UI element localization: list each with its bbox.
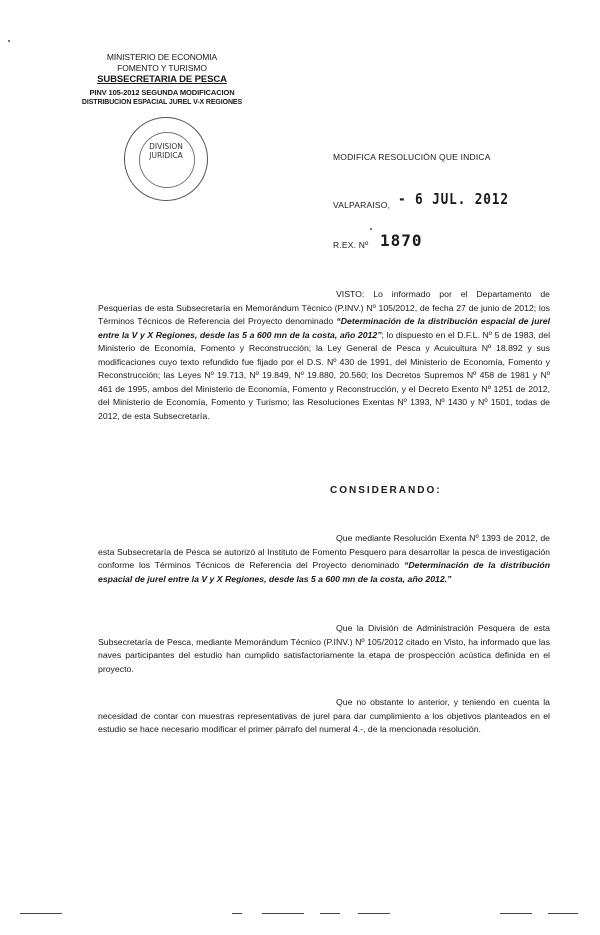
visto-lead: VISTO: bbox=[336, 289, 365, 299]
subsecretaria-name: SUBSECRETARIA DE PESCA bbox=[97, 74, 227, 85]
stamp-text bbox=[125, 142, 207, 160]
visto-text-2: ; lo dispuesto en el D.F.L. Nº 5 de 1983, del Ministerio de Economía, Fomento y Reconstrucción; la Ley General de Pesca y Acuicultura Nº 18.892 y sus modificaciones cuyo texto refundido fue fijado por el D.S. Nº 430 de 1991, del Ministerio de Economía, Fomento y Reconstrucción; las Leyes Nº 19.713, Nº 19.849, Nº 19.880, 20.560; los Decretos Supremos Nº 458 de 1981 y Nº 461 de 1995, ambos del Ministerio de Economía, Fomento y Reconstrucción, y el Decreto Exento Nº 1251 de 2012, del Ministerio de Economía, Fomento y Turismo; las Resoluciones Exentas Nº 1393, Nº 1430 y Nº 1501, todas de 2012, de esta Subsecretaría. bbox=[98, 329, 551, 421]
visto-text: Lo informado por el Departamento de Pesquerías de esta Subsecretaría en Memorándum Técnico (P.INV.) Nº 105/2012, de fecha 27 de junio de 2012; los Términos Técnicos de Referencia del Proyecto denominado bbox=[98, 289, 550, 326]
considerando-2-text: Que la División de Administración Pesquera de esta Subsecretaría de Pesca, mediante Memorándum Técnico (P.INV.) Nº 105/2012 citado en Visto, ha informado que las naves participantes del estudio han cumplido satisfactoriamente la etapa de prospección acústica definida en el proyecto. bbox=[98, 623, 550, 674]
considerando-1-text: Que mediante Resolución Exenta Nº 1393 de 2012, de esta Subsecretaría de Pesca se autorizó al Instituto de Fomento Pesquero para desarrollar la pesca de investigación conforme los Términos Técnicos de Referencia del Proyecto denominado bbox=[98, 533, 550, 570]
division-juridica-stamp bbox=[124, 117, 208, 201]
resolution-number: 1870 bbox=[380, 231, 423, 250]
visto-paragraph bbox=[98, 288, 550, 423]
considerando-paragraph-3 bbox=[98, 696, 550, 737]
footer-line bbox=[358, 913, 390, 914]
footer-line bbox=[262, 913, 304, 914]
date-stamp: - 6 JUL. 2012 bbox=[398, 190, 509, 208]
footer-line bbox=[20, 913, 62, 914]
stamp-inner-ring bbox=[139, 132, 195, 188]
resolution-label: R.EX. Nº bbox=[333, 240, 369, 250]
stamp-line-1: DIVISION bbox=[149, 142, 183, 151]
reference-line: PINV 105-2012 SEGUNDA MODIFICACION bbox=[89, 87, 235, 97]
considerando-1-emph: “Determinación de la distribución espacial de jurel entre la V y X Regiones, desde las 5 a 600 mn de la costa, año 2012.” bbox=[98, 560, 550, 584]
considerando-3-text: Que no obstante lo anterior, y teniendo en cuenta la necesidad de contar con muestras representativas de jurel para dar cumplimiento a los objetivos planteados en el estudio se hace necesario modificar el primer párrafo del numeral 4.-, de la mencionada resolución. bbox=[98, 697, 550, 734]
footer-line bbox=[548, 913, 578, 914]
scan-speck bbox=[370, 228, 372, 230]
footer-line bbox=[232, 913, 242, 914]
reference-line-2: DISTRIBUCION ESPACIAL JUREL V-X REGIONES bbox=[81, 99, 243, 106]
project-title: “Determinación de la distribución espacial de jurel entre la V y X Regiones, desde las 5 a 600 mn de la costa, año 2012” bbox=[98, 316, 551, 340]
considerando-heading: CONSIDERANDO: bbox=[330, 485, 442, 496]
footer-line bbox=[500, 913, 532, 914]
considerando-paragraph-1 bbox=[98, 532, 550, 586]
ministry-name: MINISTERIO DE ECONOMIA bbox=[106, 52, 218, 62]
stamp-line-2: JURIDICA bbox=[149, 151, 183, 160]
document-subject: MODIFICA RESOLUCIÓN QUE INDICA bbox=[333, 152, 491, 162]
scan-speck bbox=[8, 40, 10, 42]
letterhead bbox=[72, 52, 252, 109]
ministry-name-line2: FOMENTO Y TURISMO bbox=[117, 62, 207, 73]
place-label: VALPARAISO, bbox=[333, 200, 391, 210]
footer-line bbox=[320, 913, 340, 914]
considerando-paragraph-2 bbox=[98, 622, 550, 676]
